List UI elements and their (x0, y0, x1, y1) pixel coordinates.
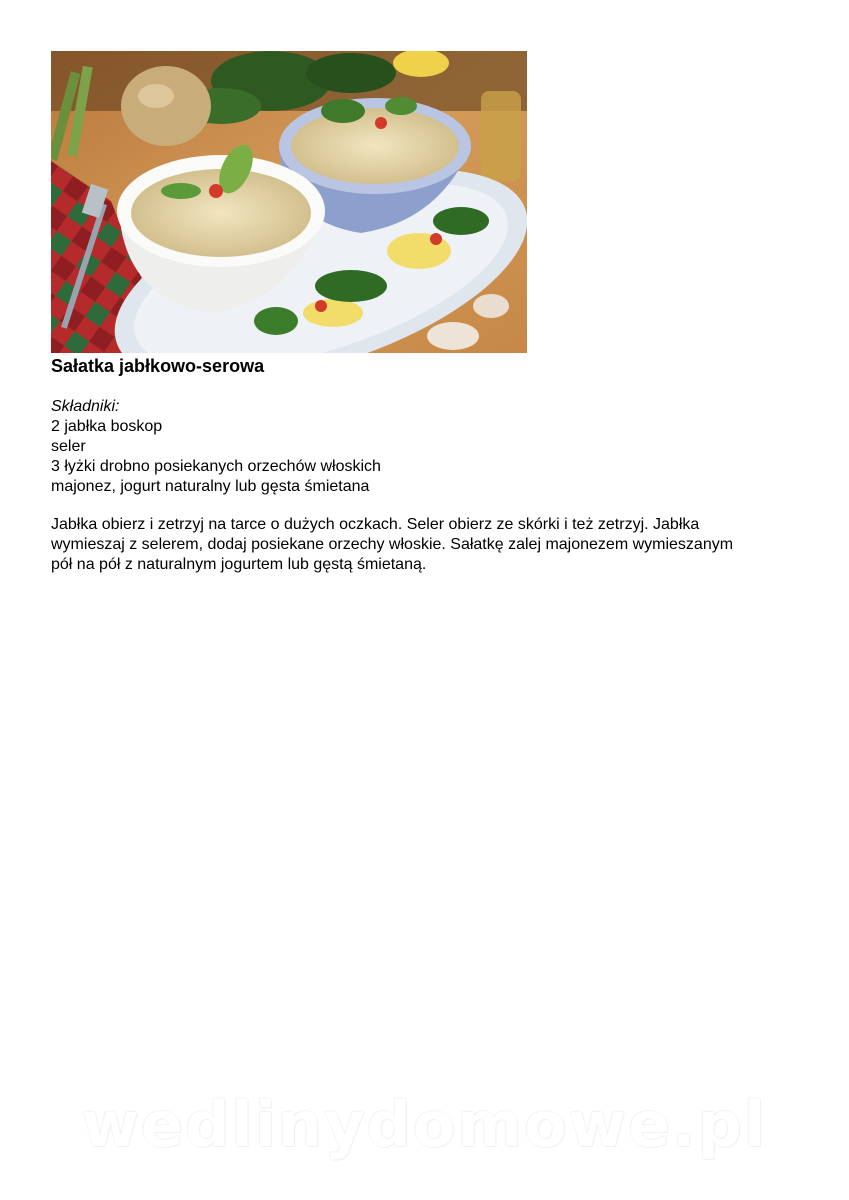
ingredients-list (51, 417, 381, 497)
ingredient-item: seler (51, 438, 86, 455)
ingredient-item: 3 łyżki drobno posiekanych orzechów włoskich (51, 458, 381, 475)
celeriac (121, 66, 211, 146)
salad-bowls-illustration (51, 51, 527, 353)
ingredient-item: 2 jabłka boskop (51, 418, 163, 435)
method-paragraph (51, 515, 811, 575)
ingredients-label: Składniki: (51, 398, 120, 415)
method-line: wymieszaj z selerem, dodaj posiekane orzechy włoskie. Sałatkę zalej majonezem wymieszanym (51, 536, 734, 553)
oil-bottle (481, 91, 521, 181)
method-line: pół na pół z naturalnym jogurtem lub gęstą śmietaną. (51, 556, 427, 573)
ingredient-item: majonez, jogurt naturalny lub gęsta śmietana (51, 478, 370, 495)
ingredients-section (51, 397, 381, 497)
watermark: wedlinydomowe.pl (81, 1088, 768, 1161)
recipe-title: Sałatka jabłkowo-serowa (51, 356, 265, 376)
method-line: Jabłka obierz i zetrzyj na tarce o dużych oczkach. Seler obierz ze skórki i też zetrzyj. Jabłka (51, 516, 700, 533)
recipe-photo (51, 51, 527, 353)
